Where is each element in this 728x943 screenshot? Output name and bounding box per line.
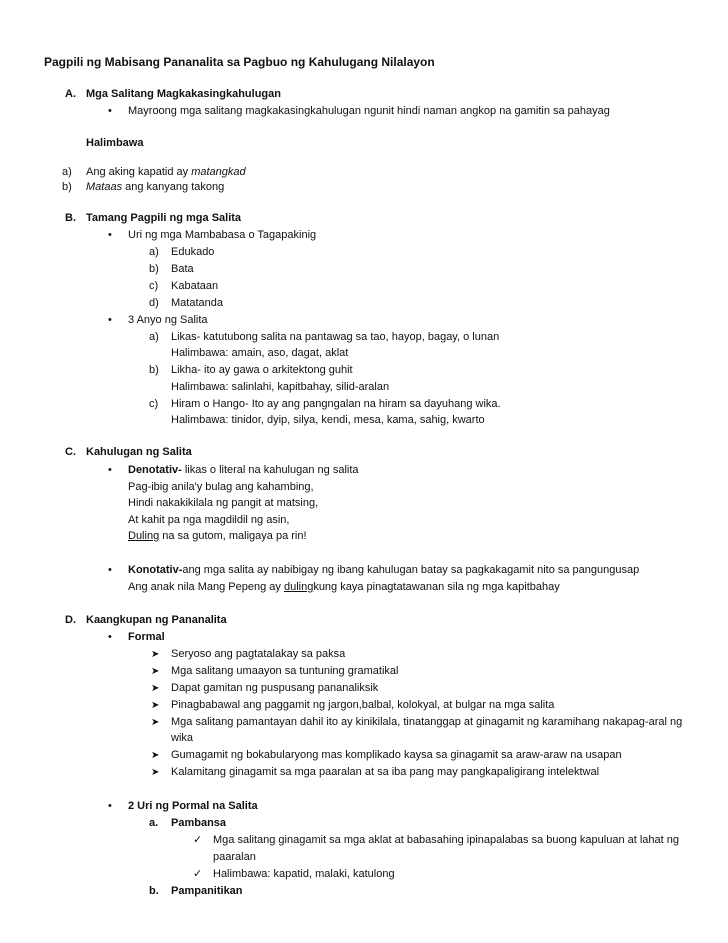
- list2-item: Likas- katutubong salita na pantawag sa tao, hayop, bagay, o lunan: [171, 331, 500, 343]
- section-b-bullet1: Uri ng mga Mambabasa o Tagapakinig: [128, 229, 317, 241]
- arrow-bullet-icon: ➤: [151, 767, 160, 778]
- arrow-bullet-icon: ➤: [151, 649, 160, 660]
- formal-item: Pinagbabawal ang paggamit ng jargon,balbal, kolokyal, at bulgar na mga salita: [171, 699, 555, 711]
- list1-marker: b): [149, 263, 159, 275]
- example-a-text: [86, 165, 246, 180]
- example-b-suffix: ang kanyang takong: [122, 181, 225, 193]
- halimbawa-label: Halimbawa: [86, 137, 144, 149]
- section-d-marker: D.: [65, 614, 76, 626]
- denotativ-text: likas o literal na kahulugan ng salita: [181, 464, 359, 476]
- pambansa-item-continued: paaralan: [213, 851, 256, 863]
- konotativ-line: [128, 563, 639, 578]
- konotativ-example: [128, 580, 560, 595]
- list1-marker: a): [149, 246, 159, 258]
- document-title: Pagpili ng Mabisang Pananalita sa Pagbuo ng Kahulugang Nilalayon: [44, 55, 435, 69]
- bullet-icon: [108, 228, 112, 243]
- formal-item: Kalamitang ginagamit sa mga paaralan at sa iba pang may pangkapaligirang intelektwal: [171, 766, 600, 778]
- poem-line: Pag-ibig anila'y bulag ang kahambing,: [128, 481, 314, 493]
- formal-label: Formal: [128, 631, 165, 643]
- list1-item: Kabataan: [171, 280, 219, 292]
- list2-item: Likha- ito ay gawa o arkitektong guhit: [171, 364, 353, 376]
- list2-marker: c): [149, 398, 159, 410]
- example-a-marker: a): [62, 166, 72, 178]
- section-c-marker: C.: [65, 446, 76, 458]
- list2-marker: a): [149, 331, 159, 343]
- list1-item: Matatanda: [171, 297, 223, 309]
- list2-example: Halimbawa: salinlahi, kapitbahay, silid-aralan: [171, 381, 390, 393]
- arrow-bullet-icon: ➤: [151, 666, 160, 677]
- list1-item: Bata: [171, 263, 194, 275]
- list2-example: Halimbawa: amain, aso, dagat, aklat: [171, 347, 349, 359]
- example-b-italic: Mataas: [86, 181, 123, 193]
- list1-marker: c): [149, 280, 159, 292]
- formal-item: Gumagamit ng bokabularyong mas komplikado kaysa sa ginagamit sa araw-araw na usapan: [171, 749, 622, 761]
- section-b-heading: Tamang Pagpili ng mga Salita: [86, 212, 242, 224]
- example-b-marker: b): [62, 181, 72, 193]
- arrow-bullet-icon: ➤: [151, 683, 160, 694]
- pampanitikan-label: Pampanitikan: [171, 885, 243, 897]
- list2-item: Hiram o Hango- Ito ay ang pangngalan na hiram sa dayuhang wika.: [171, 398, 501, 410]
- section-a-heading: Mga Salitang Magkakasingkahulugan: [86, 88, 281, 100]
- bullet-icon: [108, 104, 112, 119]
- konotativ-label: Konotativ-: [128, 564, 183, 576]
- section-c-heading: Kahulugan ng Salita: [86, 446, 192, 458]
- list2-marker: b): [149, 364, 159, 376]
- bullet-icon: [108, 630, 112, 645]
- example-a-italic: matangkad: [191, 166, 246, 178]
- checkmark-icon: ✓: [193, 834, 203, 846]
- pampanitikan-marker: b.: [149, 885, 159, 897]
- konotativ-example-prefix: Ang anak nila Mang Pepeng ay: [128, 581, 284, 593]
- arrow-bullet-icon: ➤: [151, 750, 160, 761]
- formal-item: Seryoso ang pagtatalakay sa paksa: [171, 648, 346, 660]
- list1-marker: d): [149, 297, 159, 309]
- konotativ-text: ang mga salita ay nabibigay ng ibang kahulugan batay sa pagkakagamit nito sa pangungusap: [182, 564, 640, 576]
- pambansa-item: Mga salitang ginagamit sa mga aklat at babasahing ipinapalabas sa buong kapuluan at lahat ng: [213, 834, 679, 846]
- section-b-marker: B.: [65, 212, 76, 224]
- example-b-text: [86, 180, 224, 195]
- uri-label: 2 Uri ng Pormal na Salita: [128, 800, 258, 812]
- list1-item: Edukado: [171, 246, 215, 258]
- bullet-icon: [108, 463, 112, 478]
- pambansa-label: Pambansa: [171, 817, 227, 829]
- konotativ-example-suffix: kung kaya pinagtatawanan sila ng mga kapitbahay: [313, 581, 560, 593]
- konotativ-example-underlined: duling: [283, 581, 314, 593]
- denotativ-label: Denotativ-: [128, 464, 182, 476]
- formal-item: Dapat gamitan ng puspusang pananaliksik: [171, 682, 379, 694]
- checkmark-icon: ✓: [193, 868, 203, 880]
- poem-line: At kahit pa nga magdildil ng asin,: [128, 514, 290, 526]
- pambansa-item: Halimbawa: kapatid, malaki, katulong: [213, 868, 395, 880]
- poem-underlined-word: Duling: [128, 530, 160, 542]
- poem-line: [128, 529, 307, 544]
- formal-item: Mga salitang umaayon sa tuntuning gramatikal: [171, 665, 399, 677]
- section-a-marker: A.: [65, 88, 76, 100]
- bullet-icon: [108, 799, 112, 814]
- denotativ-line: [128, 463, 359, 478]
- poem-line-rest: na sa gutom, maligaya pa rin!: [159, 530, 307, 542]
- poem-line: Hindi nakakikilala ng pangit at matsing,: [128, 497, 319, 509]
- formal-item: Mga salitang pamantayan dahil ito ay kinikilala, tinatanggap at ginagamit ng karamihang nakapag-aral ng: [171, 716, 683, 728]
- list2-example: Halimbawa: tinidor, dyip, silya, kendi, mesa, kama, sahig, kwarto: [171, 414, 485, 426]
- section-b-bullet2: 3 Anyo ng Salita: [128, 314, 208, 326]
- section-d-heading: Kaangkupan ng Pananalita: [86, 614, 227, 626]
- formal-item-continued: wika: [171, 732, 194, 744]
- bullet-icon: [108, 563, 112, 578]
- arrow-bullet-icon: ➤: [151, 717, 160, 728]
- arrow-bullet-icon: ➤: [151, 700, 160, 711]
- example-a-prefix: Ang aking kapatid ay: [86, 166, 192, 178]
- pambansa-marker: a.: [149, 817, 159, 829]
- section-a-bullet-text: Mayroong mga salitang magkakasingkahulugan ngunit hindi naman angkop na gamitin sa pahayag: [128, 105, 610, 117]
- bullet-icon: [108, 313, 112, 328]
